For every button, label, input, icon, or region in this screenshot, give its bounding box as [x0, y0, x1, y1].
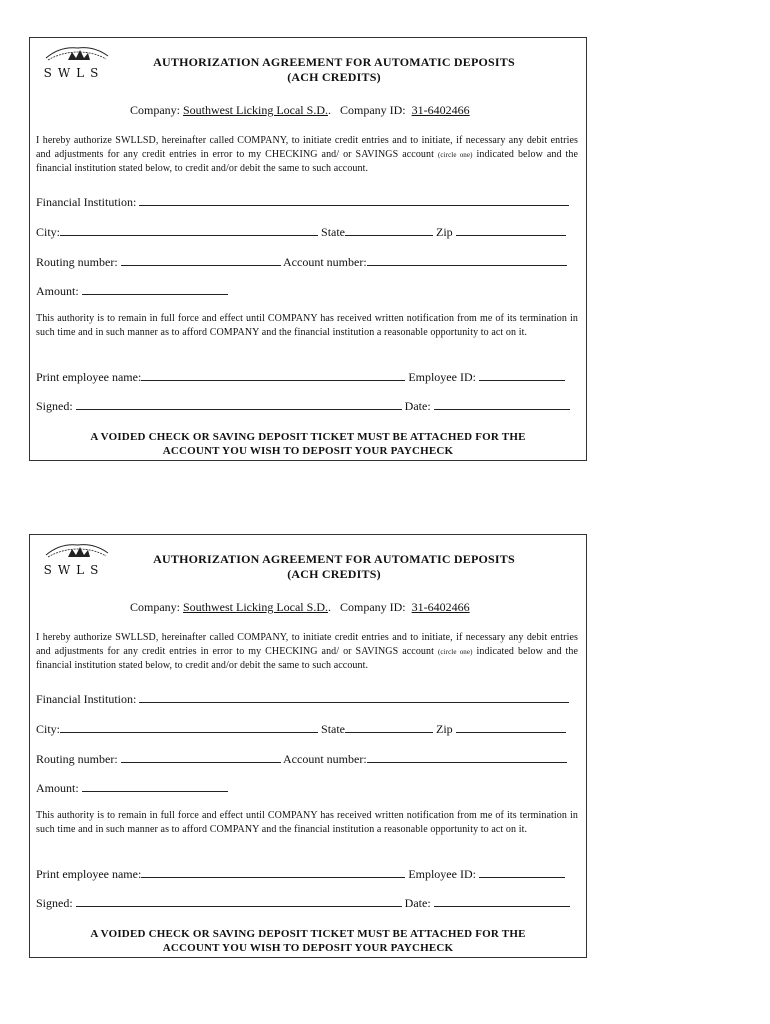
svg-text:SWLS: SWLS: [43, 563, 105, 577]
form-title: AUTHORIZATION AGREEMENT FOR AUTOMATIC DEPOSITS (ACH CREDITS): [153, 55, 515, 84]
financial-institution-field[interactable]: Financial Institution:: [36, 194, 578, 210]
voided-check-notice: A VOIDED CHECK OR SAVING DEPOSIT TICKET MUST BE ATTACHED FOR THE ACCOUNT YOU WISH TO DEPOSIT YOUR PAYCHECK: [90, 928, 526, 954]
routing-account-field[interactable]: Routing number: Account number:: [36, 254, 578, 270]
voided-check-notice: A VOIDED CHECK OR SAVING DEPOSIT TICKET MUST BE ATTACHED FOR THE ACCOUNT YOU WISH TO DEPOSIT YOUR PAYCHECK: [90, 431, 526, 457]
amount-field[interactable]: Amount:: [36, 780, 578, 796]
routing-account-field[interactable]: Routing number: Account number:: [36, 751, 578, 767]
authorization-text: I hereby authorize SWLLSD, hereinafter called COMPANY, to initiate credit entries and to initiate, if necessary any debit entries and adjustments for any credit entries in error to my CHECKING and/ or SAVINGS account (circle one) indicated below and the financial institution stated below, to credit and/or debit the same to such account.: [36, 632, 579, 671]
city-state-zip-field[interactable]: City: State Zip: [36, 721, 578, 737]
company-line: Company: Southwest Licking Local S.D.. Company ID: 31-6402466: [130, 103, 470, 117]
ach-authorization-form-2: [29, 534, 587, 958]
ach-authorization-form-1: [29, 37, 587, 461]
signed-date-field[interactable]: Signed: Date:: [36, 895, 578, 911]
signed-date-field[interactable]: Signed: Date:: [36, 398, 578, 414]
city-state-zip-field[interactable]: City: State Zip: [36, 224, 578, 240]
amount-field[interactable]: Amount:: [36, 283, 578, 299]
authorization-text: I hereby authorize SWLLSD, hereinafter called COMPANY, to initiate credit entries and to initiate, if necessary any debit entries and adjustments for any credit entries in error to my CHECKING and/ or SAVINGS account (circle one) indicated below and the financial institution stated below, to credit and/or debit the same to such account.: [36, 135, 579, 174]
svg-text:SWLS: SWLS: [43, 66, 105, 80]
form-title: AUTHORIZATION AGREEMENT FOR AUTOMATIC DEPOSITS (ACH CREDITS): [153, 552, 515, 581]
print-name-employee-id-field[interactable]: Print employee name: Employee ID:: [36, 369, 578, 385]
print-name-employee-id-field[interactable]: Print employee name: Employee ID:: [36, 866, 578, 882]
financial-institution-field[interactable]: Financial Institution:: [36, 691, 578, 707]
termination-text: This authority is to remain in full force and effect until COMPANY has received written notification from me of its termination in such time and in such manner as to afford COMPANY and the financial institution a reasonable opportunity to act on it.: [36, 313, 578, 338]
termination-text: This authority is to remain in full force and effect until COMPANY has received written notification from me of its termination in such time and in such manner as to afford COMPANY and the financial institution a reasonable opportunity to act on it.: [36, 810, 578, 835]
company-line: Company: Southwest Licking Local S.D.. Company ID: 31-6402466: [130, 600, 470, 614]
